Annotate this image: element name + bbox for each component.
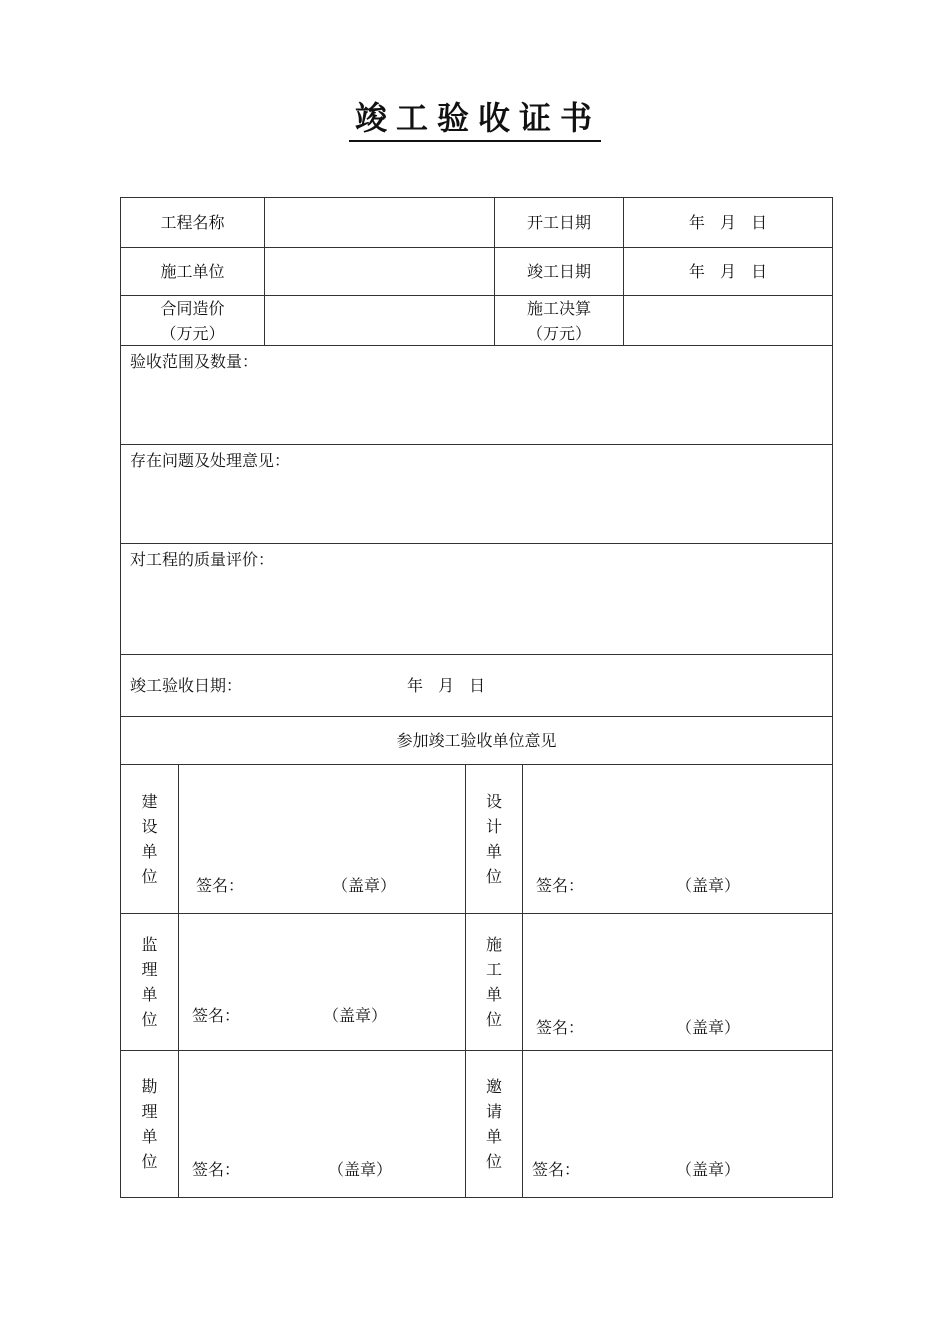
final-account-label: 施工决算 bbox=[526, 298, 591, 318]
final-account-label-cell bbox=[494, 295, 624, 346]
owner-unit-char: 建 bbox=[141, 792, 158, 811]
designer-sign-label: 签名： bbox=[536, 876, 585, 895]
designer-seal-label: （盖章） bbox=[676, 876, 741, 895]
surveyor-sign-label: 签名： bbox=[192, 1160, 241, 1179]
acceptance-date-row[interactable] bbox=[120, 654, 833, 717]
owner-opinion-cell[interactable] bbox=[178, 764, 466, 914]
builder-seal-label: （盖章） bbox=[676, 1018, 741, 1037]
surveyor-unit-char: 理 bbox=[141, 1102, 158, 1121]
completion-date-value-cell[interactable] bbox=[623, 247, 833, 296]
supervisor-opinion-cell[interactable] bbox=[178, 913, 466, 1051]
project-name-label-cell bbox=[120, 197, 265, 248]
contract-price-value-cell[interactable] bbox=[264, 295, 495, 346]
supervisor-unit-char: 理 bbox=[141, 960, 158, 979]
designer-unit-label-cell bbox=[465, 764, 523, 914]
supervisor-unit-char: 单 bbox=[141, 985, 158, 1004]
surveyor-seal-label: （盖章） bbox=[328, 1160, 393, 1179]
surveyor-unit-char: 单 bbox=[141, 1127, 158, 1146]
builder-unit-label-cell bbox=[465, 913, 523, 1051]
contractor-label-cell bbox=[120, 247, 265, 296]
opinions-header: 参加竣工验收单位意见 bbox=[396, 731, 557, 750]
contractor-label: 施工单位 bbox=[160, 262, 225, 281]
designer-unit-char: 单 bbox=[485, 842, 502, 861]
contract-price-label: 合同造价 bbox=[160, 298, 225, 318]
start-date-value-cell[interactable] bbox=[623, 197, 833, 248]
owner-sign-label: 签名： bbox=[196, 876, 245, 895]
builder-unit-char: 工 bbox=[485, 960, 502, 979]
owner-unit-label-cell bbox=[120, 764, 179, 914]
acceptance-date-label: 竣工验收日期： bbox=[130, 676, 243, 695]
final-account-value-cell[interactable] bbox=[623, 295, 833, 346]
owner-unit-char: 位 bbox=[141, 867, 158, 886]
owner-unit-char: 单 bbox=[141, 842, 158, 861]
contractor-value-cell[interactable] bbox=[264, 247, 495, 296]
builder-sign-label: 签名： bbox=[536, 1018, 585, 1037]
start-date-label-cell bbox=[494, 197, 624, 248]
invited-seal-label: （盖章） bbox=[676, 1160, 741, 1179]
surveyor-unit-char: 勘 bbox=[141, 1077, 158, 1096]
invited-sign-label: 签名： bbox=[532, 1160, 581, 1179]
surveyor-opinion-cell[interactable] bbox=[178, 1050, 466, 1198]
designer-unit-char: 设 bbox=[485, 792, 502, 811]
owner-seal-label: （盖章） bbox=[332, 876, 397, 895]
invited-unit-char: 邀 bbox=[485, 1077, 502, 1096]
completion-date-label-cell bbox=[494, 247, 624, 296]
invited-unit-char: 请 bbox=[485, 1102, 502, 1121]
supervisor-unit-label-cell bbox=[120, 913, 179, 1051]
invited-opinion-cell[interactable] bbox=[522, 1050, 833, 1198]
builder-unit-char: 单 bbox=[485, 985, 502, 1004]
start-date-label: 开工日期 bbox=[526, 213, 591, 232]
builder-unit-char: 施 bbox=[485, 935, 502, 954]
scope-label: 验收范围及数量： bbox=[130, 352, 259, 371]
owner-unit-char: 设 bbox=[141, 817, 158, 836]
builder-unit-char: 位 bbox=[485, 1010, 502, 1029]
invited-unit-char: 位 bbox=[485, 1152, 502, 1171]
designer-unit-char: 位 bbox=[485, 867, 502, 886]
contract-price-unit: （万元） bbox=[160, 323, 225, 343]
quality-label: 对工程的质量评价： bbox=[130, 550, 275, 569]
document-title: 竣工验收证书 bbox=[349, 99, 601, 142]
start-date-value: 年 月 日 bbox=[688, 213, 768, 232]
final-account-unit: （万元） bbox=[526, 323, 591, 343]
designer-opinion-cell[interactable] bbox=[522, 764, 833, 914]
completion-date-label: 竣工日期 bbox=[526, 262, 591, 281]
surveyor-unit-char: 位 bbox=[141, 1152, 158, 1171]
scope-section[interactable] bbox=[120, 345, 833, 445]
invited-unit-label-cell bbox=[465, 1050, 523, 1198]
project-name-label: 工程名称 bbox=[160, 213, 225, 232]
contract-price-label-cell bbox=[120, 295, 265, 346]
issues-label: 存在问题及处理意见： bbox=[130, 451, 291, 470]
invited-unit-char: 单 bbox=[485, 1127, 502, 1146]
supervisor-unit-char: 监 bbox=[141, 935, 158, 954]
opinions-header-row bbox=[120, 716, 833, 765]
acceptance-date-value: 年 月 日 bbox=[407, 676, 486, 695]
supervisor-unit-char: 位 bbox=[141, 1010, 158, 1029]
designer-unit-char: 计 bbox=[485, 817, 502, 836]
project-name-value-cell[interactable] bbox=[264, 197, 495, 248]
surveyor-unit-label-cell bbox=[120, 1050, 179, 1198]
supervisor-sign-label: 签名： bbox=[192, 1006, 241, 1025]
supervisor-seal-label: （盖章） bbox=[323, 1006, 388, 1025]
completion-date-value: 年 月 日 bbox=[688, 262, 768, 281]
quality-section[interactable] bbox=[120, 543, 833, 655]
issues-section[interactable] bbox=[120, 444, 833, 544]
builder-opinion-cell[interactable] bbox=[522, 913, 833, 1051]
document-title-wrap bbox=[0, 98, 950, 138]
